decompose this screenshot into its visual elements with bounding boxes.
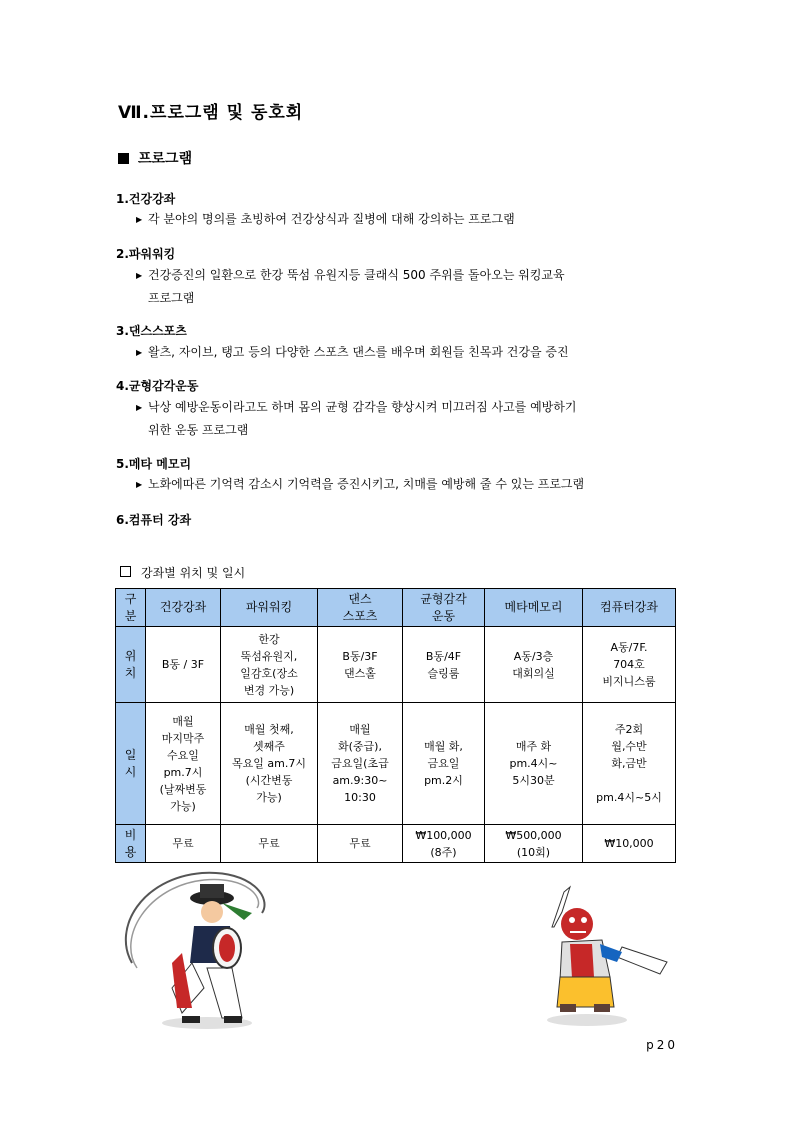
table-header-cell xyxy=(146,589,221,627)
table-header-cell xyxy=(403,589,485,627)
table-cell xyxy=(403,825,485,863)
header-label: 메타메모리 xyxy=(504,600,563,614)
cell-text: A동/7F. 704호 비지니스룸 xyxy=(602,641,656,688)
table-row xyxy=(116,627,676,703)
cell-text: ₩100,000 (8주) xyxy=(415,828,472,859)
program-line: 위한 운동 프로그램 xyxy=(148,423,249,437)
program-description xyxy=(136,396,576,441)
program-line: 건강증진의 일환으로 한강 뚝섬 유원지등 클래식 500 주위를 돌아오는 워킹교육 xyxy=(148,268,565,282)
cell-text: 매월 화(중급), 금요일(초급 am.9:30~ 10:30 xyxy=(331,723,389,804)
table-cell xyxy=(221,825,318,863)
page-title: Ⅶ.프로그램 및 동호회 xyxy=(118,103,304,123)
table-cell xyxy=(318,825,403,863)
table-cell xyxy=(221,627,318,703)
row-header-label: 위 치 xyxy=(124,648,137,680)
program-title: 5.메타 메모리 xyxy=(116,457,192,471)
row-header-label: 비 용 xyxy=(124,827,137,859)
triangle-bullet-icon: ▶ xyxy=(136,480,143,489)
program-description xyxy=(136,473,584,496)
row-header-label: 일 시 xyxy=(124,747,137,779)
mask-dancer-illustration xyxy=(532,882,674,1027)
table-caption-text: 강좌별 위치 및 일시 xyxy=(141,566,246,580)
triangle-bullet-icon: ▶ xyxy=(136,348,143,357)
square-bullet-icon xyxy=(118,153,129,164)
cell-text: 무료 xyxy=(258,837,280,850)
program-line: 낙상 예방운동이라고도 하며 몸의 균형 감각을 향상시켜 미끄러짐 사고를 예방하기 xyxy=(148,400,577,414)
cell-text: B동 / 3F xyxy=(161,658,205,671)
program-description xyxy=(136,264,565,309)
table-cell xyxy=(583,703,676,825)
cell-text: 무료 xyxy=(349,837,371,850)
header-label: 균형감각 운동 xyxy=(420,591,467,623)
table-cell xyxy=(583,627,676,703)
row-header-cell xyxy=(116,825,146,863)
program-line: 노화에따른 기억력 감소시 기억력을 증진시키고, 치매를 예방해 줄 수 있는 프로그램 xyxy=(148,477,585,491)
program-description xyxy=(136,208,515,231)
table-header-cell xyxy=(221,589,318,627)
program-title: 6.컴퓨터 강좌 xyxy=(116,513,192,527)
table-cell xyxy=(485,825,583,863)
row-header-cell xyxy=(116,627,146,703)
cell-text: A동/3층 대회의실 xyxy=(512,649,555,680)
cell-text: 매주 화 pm.4시~ 5시30분 xyxy=(509,740,558,787)
cell-text: ₩500,000 (10회) xyxy=(505,828,562,859)
header-label: 건강강좌 xyxy=(159,600,207,614)
program-title: 2.파워워킹 xyxy=(116,247,176,261)
row-header-cell xyxy=(116,703,146,825)
program-line: 프로그램 xyxy=(148,291,195,305)
program-description xyxy=(136,341,569,364)
section-heading xyxy=(118,148,192,168)
table-cell xyxy=(403,627,485,703)
table-cell xyxy=(146,703,221,825)
cell-text: 주2회 월,수반 화,금반 pm.4시~5시 xyxy=(596,723,662,804)
program-line: 왈츠, 자이브, 탱고 등의 다양한 스포츠 댄스를 배우며 회원들 친목과 건강을 증진 xyxy=(148,345,569,359)
table-cell xyxy=(485,627,583,703)
table-cell xyxy=(221,703,318,825)
cell-text: 매월 첫째, 셋째주 목요일 am.7시 (시간변동 가능) xyxy=(232,723,306,804)
table-cell xyxy=(146,627,221,703)
cell-text: B동/4F 슬링룸 xyxy=(425,649,462,680)
table-cell xyxy=(485,703,583,825)
table-cell xyxy=(403,703,485,825)
drum-dancer-illustration xyxy=(112,868,277,1038)
cell-text: ₩10,000 xyxy=(604,837,654,850)
cell-text: 무료 xyxy=(172,837,194,850)
table-header-row xyxy=(116,589,676,627)
page-number: p20 xyxy=(646,1038,678,1052)
cell-text: 매월 마지막주 수요일 pm.7시 (날짜변동 가능) xyxy=(159,714,207,813)
table-header-cell xyxy=(318,589,403,627)
table-cell xyxy=(318,703,403,825)
table-header-cell xyxy=(116,589,146,627)
section-heading-text: 프로그램 xyxy=(138,151,193,167)
cell-text: B동/3F 댄스홀 xyxy=(342,649,378,680)
table-row xyxy=(116,703,676,825)
triangle-bullet-icon: ▶ xyxy=(136,215,143,224)
table-caption xyxy=(120,564,245,581)
program-title: 3.댄스스포츠 xyxy=(116,324,187,338)
cell-text: 매월 화, 금요일 pm.2시 xyxy=(424,740,463,787)
header-label: 구 분 xyxy=(124,591,137,623)
cell-text: 한강 뚝섬유원지, 일감호(장소 변경 가능) xyxy=(240,632,298,697)
table-cell xyxy=(318,627,403,703)
table-cell xyxy=(583,825,676,863)
program-line: 각 분야의 명의를 초빙하여 건강상식과 질병에 대해 강의하는 프로그램 xyxy=(148,212,515,226)
schedule-table xyxy=(115,588,676,863)
checkbox-square-icon xyxy=(120,566,131,577)
program-title: 4.균형감각운동 xyxy=(116,379,199,393)
table-row xyxy=(116,825,676,863)
program-title: 1.건강강좌 xyxy=(116,192,176,206)
header-label: 파워워킹 xyxy=(245,600,293,614)
triangle-bullet-icon: ▶ xyxy=(136,271,143,280)
triangle-bullet-icon: ▶ xyxy=(136,403,143,412)
header-label: 컴퓨터강좌 xyxy=(600,600,658,614)
header-label: 댄스 스포츠 xyxy=(342,591,378,623)
table-header-cell xyxy=(485,589,583,627)
table-header-cell xyxy=(583,589,676,627)
table-cell xyxy=(146,825,221,863)
